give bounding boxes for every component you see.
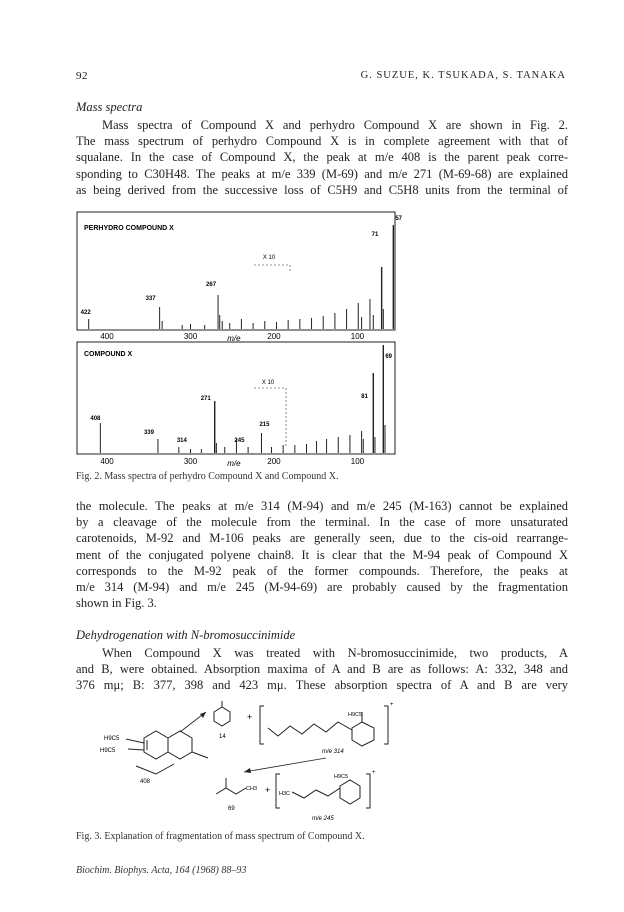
peak-label-215: 215: [259, 422, 270, 428]
peak-label-408: 408: [90, 416, 101, 422]
label-h3c: H3C: [279, 791, 291, 797]
figure-3-fragmentation-scheme: [96, 698, 416, 828]
figure-3-caption: Fig. 3. Explanation of fragmentation of mass spectrum of Compound X.: [76, 831, 365, 842]
text-line: m/e 314 (M-94) and m/e 245 (M-94-69) are probably caused by the fragmentation: [76, 580, 568, 595]
text-line: corresponds to the M-92 peak of the former compounds. Therefore, the peaks at: [76, 563, 568, 578]
axis-tick-100: 100: [350, 332, 365, 341]
bottom-spectrum-panel: [77, 342, 395, 454]
plus-sign-2: +: [265, 785, 271, 795]
paragraph-dehydrogenation: [76, 645, 568, 694]
axis-tick-300: 300: [183, 332, 198, 341]
label-me-314: m/e 314: [322, 749, 344, 755]
text-line: 376 mμ; B: 377, 398 and 423 mμ. These absorption spectra of A and B are very: [76, 678, 568, 693]
compound-408-structure: [126, 731, 208, 774]
radical-cation-mark-1: +: [390, 702, 394, 708]
label-h9c5-top: H9C5: [104, 736, 120, 742]
peak-label-71: 71: [371, 232, 379, 238]
paragraph-mass-spectra: [76, 117, 568, 198]
axis-tick-100: 100: [350, 457, 365, 466]
label-14: 14: [219, 734, 226, 740]
text-line: and B, were obtained. Absorption maxima of A and B are as follows: A: 332, 348 and: [76, 662, 568, 677]
text-line: carotenoids, M-92 and M-106 peaks are generally seen, due to the cis-oid rearrange-: [76, 531, 568, 546]
axis-tick-400: 400: [100, 332, 114, 341]
top-spectrum-label: PERHYDRO COMPOUND X: [84, 225, 174, 232]
peak-label-314: 314: [176, 438, 187, 444]
top-peaks: [89, 225, 395, 329]
peak-label-81: 81: [361, 394, 368, 400]
section-title-dehydrogenation: Dehydrogenation with N-bromosuccinimide: [76, 628, 296, 642]
running-header-authors: G. SUZUE, K. TSUKADA, S. TANAKA: [360, 70, 566, 81]
fragment-314-structure: [260, 706, 388, 746]
text-line: squalane. In the case of Compound X, the peak at m/e 408 is the parent peak corre-: [76, 150, 568, 165]
text-line: Mass spectra of Compound X and perhydro Compound X are shown in Fig. 2.: [102, 118, 568, 132]
label-me-245: m/e 245: [312, 816, 334, 822]
bottom-zoom-label: X 10: [261, 380, 275, 386]
peak-label-339: 339: [143, 430, 154, 436]
text-line: shown in Fig. 3.: [76, 596, 157, 611]
peak-label-337: 337: [145, 296, 156, 302]
text-line: When Compound X was treated with N-bromosuccinimide, two products, A: [102, 646, 568, 660]
text-line: by a cleavage of the molecule from the terminal. In the case of more unsaturated: [76, 515, 568, 530]
bottom-axis-ticks: [100, 457, 364, 468]
label-h9c5-fragment: H9C5: [334, 774, 349, 780]
axis-tick-200: 200: [267, 457, 281, 466]
journal-footer: Biochim. Biophys. Acta, 164 (1968) 88–93: [76, 865, 247, 876]
axis-tick-200: 200: [267, 332, 281, 341]
fragment-245-structure: [276, 774, 370, 808]
toluene-structure: [214, 701, 230, 726]
text-line: The mass spectrum of perhydro Compound X is in complete agreement with that of: [76, 134, 568, 149]
text-line: ment of the conjugated polyene chain8. It is clear that the M-94 peak of Compound X: [76, 547, 568, 562]
arrowhead: [200, 712, 206, 718]
fragment-69-structure: [216, 778, 246, 794]
peak-label-57: 57: [395, 216, 403, 222]
axis-unit-label: m/e: [227, 459, 241, 468]
label-h9c5-right: H9C5: [348, 712, 363, 718]
peak-label-271: 271: [200, 396, 211, 402]
bottom-spectrum-label: COMPOUND X: [84, 351, 133, 358]
axis-unit-label: m/e: [227, 334, 241, 343]
plus-sign-1: +: [247, 712, 253, 722]
arrowhead: [244, 768, 251, 773]
figure-2-mass-spectra: [76, 208, 406, 470]
top-axis-ticks: [100, 332, 364, 343]
text-line: as being derived from the successive loss of C5H9 and C5H8 units from the terminal of: [76, 182, 568, 197]
text-line: the molecule. The peaks at m/e 314 (M-94) and m/e 245 (M-163) cannot be explained: [76, 499, 568, 513]
peak-label-69: 69: [385, 354, 393, 360]
arrow-fragmentation: [244, 758, 326, 772]
axis-tick-300: 300: [183, 457, 198, 466]
label-408: 408: [140, 779, 151, 785]
top-spectrum-panel: [77, 212, 403, 330]
text-line: sponding to C30H48. The peaks at m/e 339 (M-69) and m/e 271 (M-69-68) are explained: [76, 166, 568, 181]
section-title-mass-spectra: Mass spectra: [76, 100, 143, 114]
label-69: 69: [228, 806, 235, 812]
peak-label-267: 267: [206, 282, 217, 288]
bottom-peak-labels: [90, 354, 392, 444]
page-number: 92: [76, 70, 88, 82]
peak-label-245: 245: [234, 438, 245, 444]
axis-tick-400: 400: [100, 457, 114, 466]
bottom-peaks: [100, 345, 395, 453]
paragraph-fragmentation: [76, 498, 568, 611]
radical-cation-mark-2: +: [372, 770, 376, 776]
top-zoom-label: X 10: [262, 255, 276, 261]
figure-2-caption: Fig. 2. Mass spectra of perhydro Compound X and Compound X.: [76, 471, 339, 482]
label-h9c5-left: H9C5: [100, 748, 116, 754]
peak-label-422: 422: [80, 310, 91, 316]
label-ch3: CH3: [246, 786, 258, 792]
